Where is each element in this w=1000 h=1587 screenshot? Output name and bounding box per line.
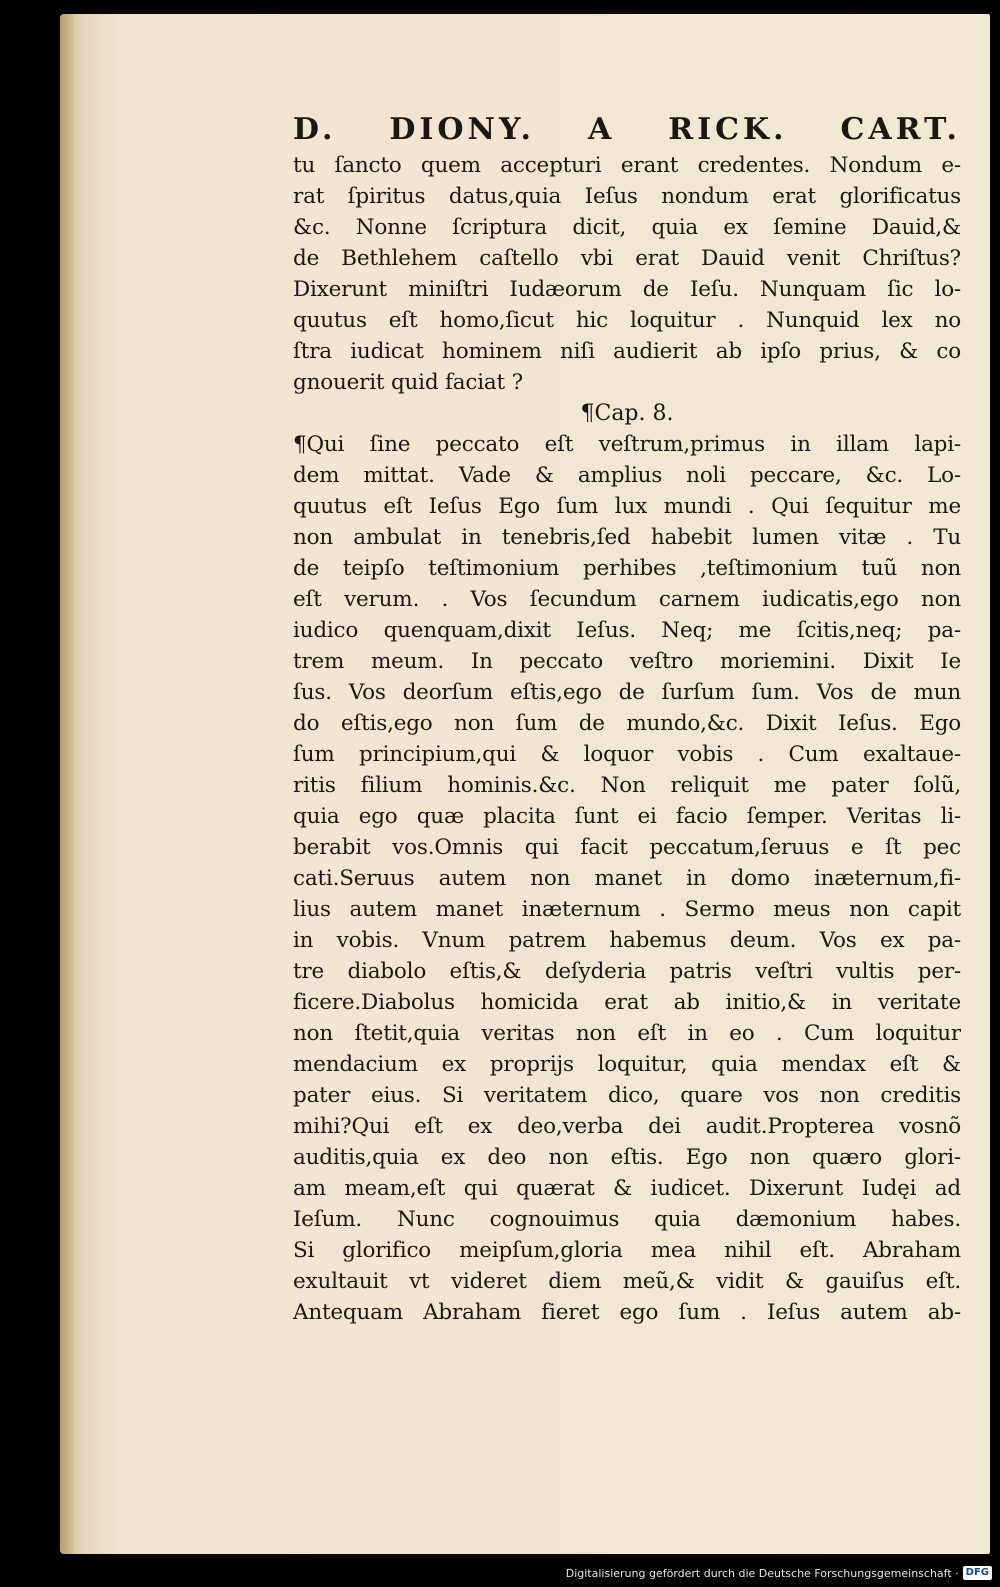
running-head-word: CART. xyxy=(840,112,961,147)
text-line: ritis filium hominis.&c. Non reliquit me pater ſolũ, xyxy=(293,773,961,798)
digitization-credit xyxy=(566,1563,992,1583)
text-line: ſtra iudicat hominem niſi audierit ab ipſo prius, & co xyxy=(293,339,961,364)
text-line: ¶Qui ſine peccato eſt veſtrum,primus in illam lapi- xyxy=(293,432,961,457)
text-line: ſum principium,qui & loquor vobis . Cum exaltaue- xyxy=(293,742,961,767)
running-head-word: DIONY. xyxy=(389,112,535,147)
text-line: mihi?Qui eſt ex deo,verba dei audit.Propterea vosnõ xyxy=(293,1114,961,1139)
text-line: Antequam Abraham fieret ego ſum . Ieſus autem ab- xyxy=(293,1300,961,1325)
text-line: exultauit vt videret diem meũ,& vidit & gauiſus eſt. xyxy=(293,1269,961,1294)
text-line: de teipſo teſtimonium perhibes ,teſtimonium tuũ non xyxy=(293,556,961,581)
text-line: iudico quenquam,dixit Ieſus. Neq; me ſcitis,neq; pa- xyxy=(293,618,961,643)
text-line: ſus. Vos deorſum eſtis,ego de ſurſum ſum. Vos de mun xyxy=(293,680,961,705)
text-line: am meam,eſt qui quærat & iudicet. Dixerunt Iudęi ad xyxy=(293,1176,961,1201)
text-line: trem meum. In peccato veſtro moriemini. Dixit Ie xyxy=(293,649,961,674)
text-line: auditis,quia ex deo non eſtis. Ego non quæro glori- xyxy=(293,1145,961,1170)
text-line: berabit vos.Omnis qui facit peccatum,ſeruus e ſt pec xyxy=(293,835,961,860)
text-block xyxy=(293,112,961,1328)
text-line: in vobis. Vnum patrem habemus deum. Vos ex pa- xyxy=(293,928,961,953)
text-line: cati.Seruus autem non manet in domo inæternum,fi- xyxy=(293,866,961,891)
chapter-heading: ¶Cap. 8. xyxy=(580,401,674,426)
text-line: do eſtis,ego non ſum de mundo,&c. Dixit Ieſus. Ego xyxy=(293,711,961,736)
dfg-logo-icon: DFG xyxy=(963,1566,992,1580)
text-line: quia ego quæ placita ſunt ei facio ſemper. Veritas li- xyxy=(293,804,961,829)
text-line: pater eius. Si veritatem dico, quare vos non creditis xyxy=(293,1083,961,1108)
text-line: Dixerunt miniſtri Iudæorum de Ieſu. Nunquam ſic lo- xyxy=(293,277,961,302)
text-line: ficere.Diabolus homicida erat ab initio,& in veritate xyxy=(293,990,961,1015)
text-line: tu ſancto quem accepturi erant credentes. Nondum e- xyxy=(293,153,961,178)
text-line: lius autem manet inæternum . Sermo meus non capit xyxy=(293,897,961,922)
text-line: dem mittat. Vade & amplius noli peccare, &c. Lo- xyxy=(293,463,961,488)
credit-text: Digitalisierung gefördert durch die Deutsche Forschungsgemeinschaft · xyxy=(565,1566,959,1580)
running-head-word: A xyxy=(587,112,616,147)
text-line: eſt verum. . Vos ſecundum carnem iudicatis,ego non xyxy=(293,587,961,612)
text-line: mendacium ex proprijs loquitur, quia mendax eſt & xyxy=(293,1052,961,1077)
text-line: Si glorifico meipſum,gloria mea nihil eſt. Abraham xyxy=(293,1238,961,1263)
text-line: gnouerit quid faciat ? xyxy=(293,370,523,395)
text-line: rat ſpiritus datus,quia Ieſus nondum erat glorificatus xyxy=(293,184,961,209)
text-line: de Bethlehem caſtello vbi erat Dauid venit Chriſtus? xyxy=(293,246,961,271)
running-head-word: D. xyxy=(293,112,337,147)
text-line: quutus eſt Ieſus Ego ſum lux mundi . Qui ſequitur me xyxy=(293,494,961,519)
text-line: Ieſum. Nunc cognouimus quia dæmonium habes. xyxy=(293,1207,961,1232)
text-line: non ambulat in tenebris,ſed habebit lumen vitæ . Tu xyxy=(293,525,961,550)
running-head xyxy=(293,112,961,148)
page-binding-edge xyxy=(60,14,74,1554)
running-head-word: RICK. xyxy=(668,112,788,147)
text-line: non ſtetit,quia veritas non eſt in eo . Cum loquitur xyxy=(293,1021,961,1046)
text-line: tre diabolo eſtis,& deſyderia patris veſtri vultis per- xyxy=(293,959,961,984)
text-line: &c. Nonne ſcriptura dicit, quia ex ſemine Dauid,& xyxy=(293,215,961,240)
text-line: quutus eſt homo,ſicut hic loquitur . Nunquid lex no xyxy=(293,308,961,333)
